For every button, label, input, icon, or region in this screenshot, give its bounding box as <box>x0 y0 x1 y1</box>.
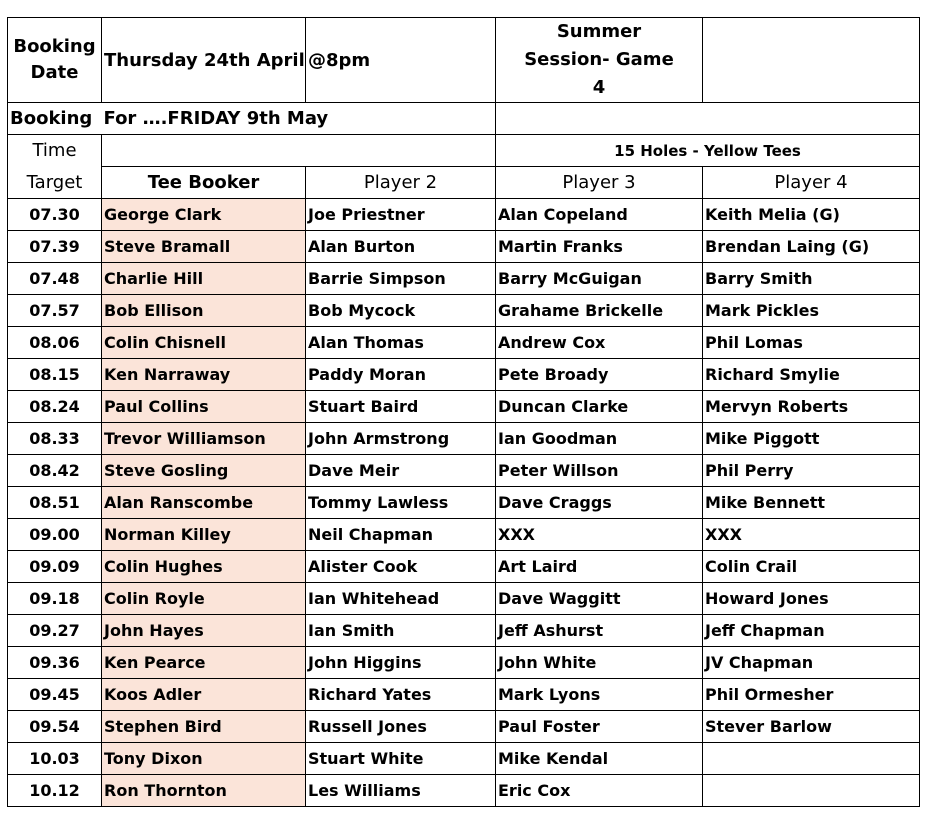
table-row <box>8 711 920 743</box>
player-3-cell: Grahame Brickelle <box>496 295 703 327</box>
tee-time-cell: 09.00 <box>8 519 102 551</box>
tee-booker-cell: Stephen Bird <box>102 711 306 743</box>
player-4-cell: Mervyn Roberts <box>703 391 920 423</box>
table-row <box>8 743 920 775</box>
tee-time-cell: 08.33 <box>8 423 102 455</box>
course-info: 15 Holes - Yellow Tees <box>496 135 920 167</box>
col-player-2: Player 2 <box>306 167 496 199</box>
booking-label: Booking <box>8 103 102 135</box>
table-row <box>8 327 920 359</box>
booking-time-value: @8pm <box>306 18 496 103</box>
table-row <box>8 263 920 295</box>
player-3-cell: Mark Lyons <box>496 679 703 711</box>
player-3-cell: John White <box>496 647 703 679</box>
table-row <box>8 231 920 263</box>
player-2-cell: John Armstrong <box>306 423 496 455</box>
tee-time-cell: 09.54 <box>8 711 102 743</box>
booking-for-empty <box>496 103 920 135</box>
player-2-cell: Tommy Lawless <box>306 487 496 519</box>
tee-time-cell: 07.48 <box>8 263 102 295</box>
player-3-cell: Paul Foster <box>496 711 703 743</box>
tee-booker-cell: Charlie Hill <box>102 263 306 295</box>
player-2-cell: Stuart Baird <box>306 391 496 423</box>
tee-time-cell: 10.03 <box>8 743 102 775</box>
player-2-cell: Russell Jones <box>306 711 496 743</box>
table-row <box>8 551 920 583</box>
player-3-cell: Dave Waggitt <box>496 583 703 615</box>
course-empty <box>102 135 496 167</box>
player-2-cell: Paddy Moran <box>306 359 496 391</box>
player-2-cell: Dave Meir <box>306 455 496 487</box>
table-row <box>8 199 920 231</box>
header-row-booking-for <box>8 103 920 135</box>
player-3-cell: Mike Kendal <box>496 743 703 775</box>
player-3-cell: Eric Cox <box>496 775 703 807</box>
tee-booker-cell: George Clark <box>102 199 306 231</box>
player-3-cell: Ian Goodman <box>496 423 703 455</box>
tee-booker-cell: Ron Thornton <box>102 775 306 807</box>
player-2-cell: Stuart White <box>306 743 496 775</box>
tee-booker-cell: Bob Ellison <box>102 295 306 327</box>
tee-time-cell: 08.51 <box>8 487 102 519</box>
tee-booker-cell: John Hayes <box>102 615 306 647</box>
table-row <box>8 775 920 807</box>
table-row <box>8 615 920 647</box>
player-4-cell: Jeff Chapman <box>703 615 920 647</box>
tee-booker-cell: Tony Dixon <box>102 743 306 775</box>
col-player-3: Player 3 <box>496 167 703 199</box>
header-row-date <box>8 18 920 103</box>
player-2-cell: Ian Whitehead <box>306 583 496 615</box>
player-2-cell: Barrie Simpson <box>306 263 496 295</box>
tee-booker-cell: Ken Pearce <box>102 647 306 679</box>
tee-time-cell: 08.15 <box>8 359 102 391</box>
booking-for-date: For ….FRIDAY 9th May <box>102 103 496 135</box>
player-2-cell: Neil Chapman <box>306 519 496 551</box>
player-3-cell: XXX <box>496 519 703 551</box>
header-row-course <box>8 135 920 167</box>
table-row <box>8 583 920 615</box>
table-row <box>8 519 920 551</box>
player-2-cell: Alan Thomas <box>306 327 496 359</box>
player-3-cell: Peter Willson <box>496 455 703 487</box>
player-4-cell: Mike Piggott <box>703 423 920 455</box>
player-3-cell: Pete Broady <box>496 359 703 391</box>
player-4-cell: Brendan Laing (G) <box>703 231 920 263</box>
player-3-cell: Art Laird <box>496 551 703 583</box>
col-player-4: Player 4 <box>703 167 920 199</box>
player-4-cell: JV Chapman <box>703 647 920 679</box>
table-row <box>8 455 920 487</box>
player-2-cell: Alister Cook <box>306 551 496 583</box>
player-2-cell: Joe Priestner <box>306 199 496 231</box>
player-2-cell: John Higgins <box>306 647 496 679</box>
player-4-cell: Colin Crail <box>703 551 920 583</box>
tee-time-cell: 07.30 <box>8 199 102 231</box>
player-3-cell: Duncan Clarke <box>496 391 703 423</box>
tee-time-cell: 09.09 <box>8 551 102 583</box>
player-4-cell: Phil Ormesher <box>703 679 920 711</box>
player-3-cell: Alan Copeland <box>496 199 703 231</box>
player-3-cell: Jeff Ashurst <box>496 615 703 647</box>
tee-booker-cell: Norman Killey <box>102 519 306 551</box>
tee-time-cell: 08.06 <box>8 327 102 359</box>
player-4-cell: Howard Jones <box>703 583 920 615</box>
col-tee-booker: Tee Booker <box>102 167 306 199</box>
tee-booker-cell: Trevor Williamson <box>102 423 306 455</box>
tee-booking-sheet <box>7 17 920 807</box>
tee-time-cell: 09.36 <box>8 647 102 679</box>
player-4-cell <box>703 743 920 775</box>
tee-booker-cell: Alan Ranscombe <box>102 487 306 519</box>
player-2-cell: Les Williams <box>306 775 496 807</box>
tee-time-cell: 07.39 <box>8 231 102 263</box>
tee-booker-cell: Colin Chisnell <box>102 327 306 359</box>
table-row <box>8 295 920 327</box>
tee-time-rows <box>8 199 920 807</box>
player-3-cell: Barry McGuigan <box>496 263 703 295</box>
table-row <box>8 647 920 679</box>
player-4-cell: Richard Smylie <box>703 359 920 391</box>
tee-time-cell: 07.57 <box>8 295 102 327</box>
player-4-cell: XXX <box>703 519 920 551</box>
tee-booker-cell: Ken Narraway <box>102 359 306 391</box>
tee-booker-cell: Colin Royle <box>102 583 306 615</box>
tee-booker-cell: Koos Adler <box>102 679 306 711</box>
table-row <box>8 359 920 391</box>
table-row <box>8 391 920 423</box>
session-title: Summer Session- Game 4 <box>496 18 703 103</box>
time-label: Time <box>8 135 102 167</box>
player-4-cell: Phil Perry <box>703 455 920 487</box>
tee-time-cell: 09.27 <box>8 615 102 647</box>
target-label: Target <box>8 167 102 199</box>
booking-date-label: Booking Date <box>8 18 102 103</box>
player-4-cell: Mike Bennett <box>703 487 920 519</box>
tee-booker-cell: Steve Gosling <box>102 455 306 487</box>
booking-date-value: Thursday 24th April <box>102 18 306 103</box>
tee-booker-cell: Paul Collins <box>102 391 306 423</box>
player-4-cell: Stever Barlow <box>703 711 920 743</box>
tee-booker-cell: Colin Hughes <box>102 551 306 583</box>
player-4-cell: Barry Smith <box>703 263 920 295</box>
player-3-cell: Dave Craggs <box>496 487 703 519</box>
header-empty-cell <box>703 18 920 103</box>
tee-time-cell: 08.42 <box>8 455 102 487</box>
tee-time-cell: 09.45 <box>8 679 102 711</box>
player-4-cell <box>703 775 920 807</box>
player-2-cell: Alan Burton <box>306 231 496 263</box>
player-2-cell: Richard Yates <box>306 679 496 711</box>
player-3-cell: Andrew Cox <box>496 327 703 359</box>
tee-time-cell: 09.18 <box>8 583 102 615</box>
tee-time-cell: 10.12 <box>8 775 102 807</box>
player-4-cell: Mark Pickles <box>703 295 920 327</box>
player-2-cell: Bob Mycock <box>306 295 496 327</box>
player-4-cell: Phil Lomas <box>703 327 920 359</box>
table-row <box>8 487 920 519</box>
tee-booker-cell: Steve Bramall <box>102 231 306 263</box>
player-4-cell: Keith Melia (G) <box>703 199 920 231</box>
tee-time-cell: 08.24 <box>8 391 102 423</box>
table-row <box>8 679 920 711</box>
column-header-row <box>8 167 920 199</box>
player-3-cell: Martin Franks <box>496 231 703 263</box>
table-row <box>8 423 920 455</box>
player-2-cell: Ian Smith <box>306 615 496 647</box>
